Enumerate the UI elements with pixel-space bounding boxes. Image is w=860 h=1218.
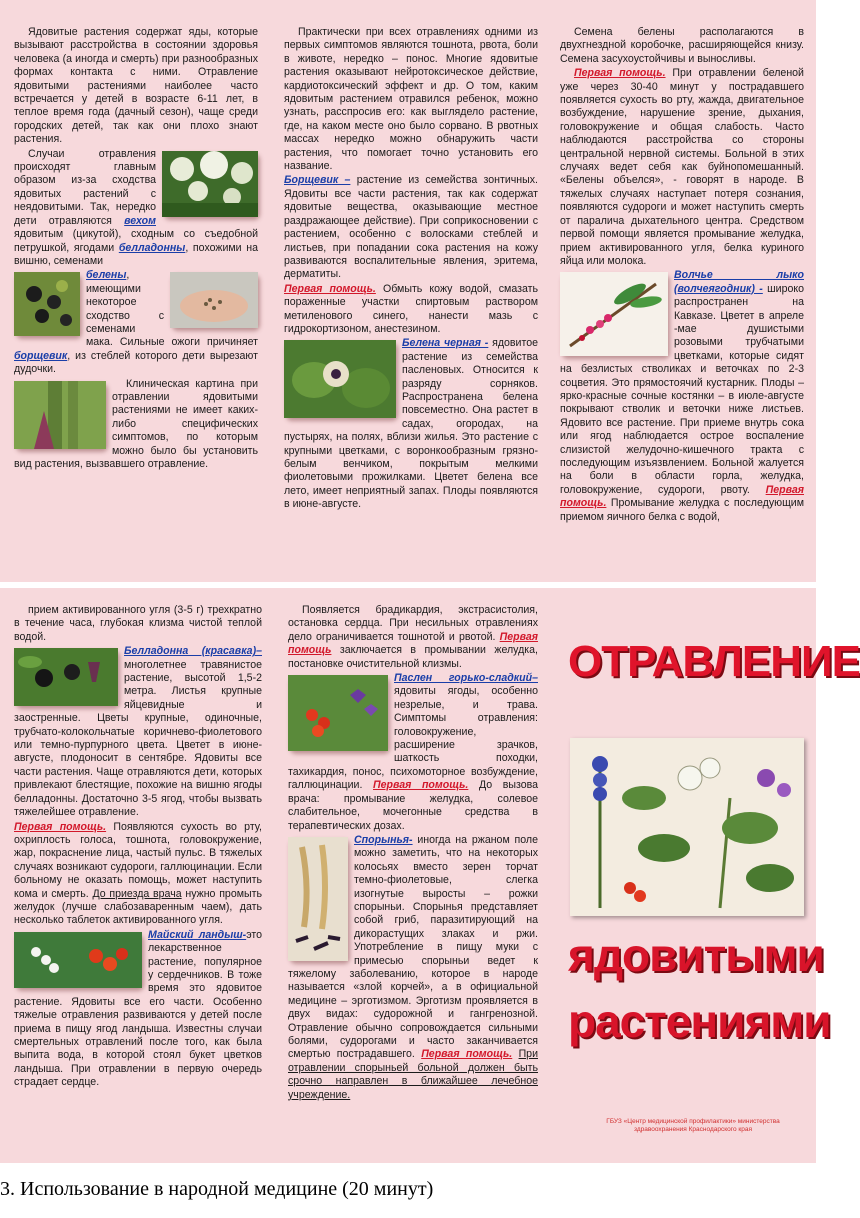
term-hogweed: Борщевик – <box>284 174 351 187</box>
first-aid-label: Первая помощь. <box>14 820 107 833</box>
first-aid-label: Первая помощь. <box>574 67 666 80</box>
leaflet-page-top <box>0 0 816 582</box>
hogweed-stem-photo <box>14 381 106 449</box>
daphne-paragraph: Волчье лыко (волчеягодник) - широко распространен на Кавказе. Цветет в апреле -мае душистыми розовыми трубчатыми цветками, которые сидят на безлистых стволиках и веточках по 2-3 соцветия. Это прямостоячий кустарник. Плоды – ярко-красные сочные костянки – в июле-августе покрывают стволик и веточки ниже листьев. Ядовито все растение. При приеме внутрь сока или ягод наблюдается острое воспаление слизистой желудочно-кишечного тракта с последующим изъязвлением. Больной жалуется на боли в области горла, желудка, головокружение, судороги, рвоту. Первая помощь. Промывание желудка с последующим приемом яичного белка с водой, <box>560 269 804 523</box>
similarity-paragraph: Случаи отравления происходят главным образом из-за сходства ядовитых растений с неядовитыми. Так, нередко дети отравляются вехом ядовитым (цикутой), сходным со съедобной петрушкой, ягодами белладонны, похожими на вишню, семенами <box>14 147 258 267</box>
term-belladonna-plant: Белладонна (красавка)– <box>124 645 262 658</box>
nightshade-paragraph: Паслен горько-сладкий– ядовиты ягоды, особенно незрелые, и трава. Симптомы отравления: головокружение, расширение зрачков, шаткость походки, тахикардия, понос, психомоторное возбуждение, галлюцинации. Первая помощь. До вызова врача: промывание желудка, солевое слабительное, мочегонные средства в терапевтических дозах. <box>288 672 538 832</box>
clinical-paragraph: Клиническая картина при отравлении ядовитыми растениями не имеет каких-либо специфических симптомов, по которым можно было бы установить вид растения, вызвавшего отравление. <box>14 377 258 470</box>
term-borshevik: борщевик <box>14 349 68 362</box>
nightshade-photo <box>288 675 388 751</box>
first-aid-hogweed: Первая помощь. Обмыть кожу водой, смазать пораженные участки спиртовым раствором метиленового синего, нанести мазь с гидрокортизоном, анестезином. <box>284 282 538 335</box>
belladonna-paragraph: Белладонна (красавка)– многолетнее травянистое растение, высотой 1,5-2 метра. Листья крупные яйцевидные и заостренные. Цветы крупные, одиночные, трубчато-колокольчатые коричнево-фиолетового или темно-пурпурного цвета. Цветет в июне-августе, плодоносит в сентябре. Ядовиты все части растения. Чаще отравляются дети, которых привлекают блестящие, похожие на вишню ягоды белладонны. Достаточно 3-5 ягод, чтобы вызвать тяжелейшее отравление. <box>14 645 262 819</box>
seeds-paragraph: белены, имеющими некоторое сходство с семенами мака. Сильные ожоги причиняет борщевик, из стеблей которого дети вырезают дудочки. <box>14 269 258 376</box>
term-daphne: Волчье лыко (волчеягодник) - <box>674 269 804 295</box>
charcoal-paragraph: прием активированного угля (3-5 г) трехкратно в течение часа, глубокая клизма чистой теплой водой. <box>14 604 262 643</box>
term-belladonna: белладонны <box>118 241 186 254</box>
belladonna-berries-photo <box>14 272 80 336</box>
top-column-2 <box>284 26 538 554</box>
term-belena: белены <box>86 269 127 282</box>
hemlock-photo <box>162 151 258 217</box>
term-henbane: Белена черная - <box>402 337 489 350</box>
first-aid-label: Первая помощь. <box>421 1048 513 1061</box>
section-caption: 3. Использование в народной медицине (20 минут) <box>0 1178 434 1200</box>
ergot-hospital-note: При отравлении спорыньей больной должен быть срочно направлен в ближайшее лечебное учреждение. <box>288 1048 538 1101</box>
lily-of-valley-photo <box>14 932 142 988</box>
belladonna-photo <box>14 648 118 706</box>
term-lily: Майский ландыш- <box>148 928 247 941</box>
ergot-paragraph: Спорынья- иногда на ржаном поле можно заметить, что на некоторых колосьях вместо зерен торчат темно-фиолетовые, слегка изогнутые выросты – рожки спорыньи. Спорынья представляет собой гриб, паразитирующий на дикорастущих злаках и ржи. Употребление в пищу муки с примесью спорыньи ведет к тяжелому заболеванию, которое в народе называется «злой корчей», а в официальной медицине – эрготизмом. Эрготизм проявляется в двух видах: судорожной и гангренозной. Отравление обычно сопровождается сильными болями, судорогами и часто заканчивается смертью пострадавшего. Первая помощь. При отравлении спорыньей больной должен быть срочно направлен в ближайшее лечебное учреждение. <box>288 833 538 1101</box>
hogweed-heading-paragraph: Борщевик – растение из семейства зонтичных. Ядовиты все части растения, так как содержат ядовитые вещества, оказывающие местное раздражающее действие). При соприкосновении с растением, особенно с волосками стеблей и листьев, при попадании сока растения на кожу развиваются воспалительные явления, эритема, дерматиты. <box>284 174 538 281</box>
intro-paragraph: Ядовитые растения содержат яды, которые вызывают расстройства в состоянии здоровья человека (а иногда и смерть) при разнообразных формах контакта с ними. Отравление ядовитыми растениями наиболее часто встречается у детей в возрасте 6-11 лет, в теплое время года (дачный сезон), чаще среди городских детей, так как они плохо знают растения. <box>14 26 258 146</box>
poster-title-line1: ОТРАВЛЕНИЕ <box>568 637 860 686</box>
term-ergot: Спорынья- <box>354 833 413 846</box>
bradycardia-paragraph: Появляется брадикардия, экстрасистолия, остановка сердца. При несильных отравлениях дело ограничивается тошнотой и рвотой. Первая помощь заключается в промывании желудка, постановке очистительной клизмы. <box>288 604 538 670</box>
leaflet-page-bottom <box>0 588 860 1163</box>
first-aid-label: Первая помощь. <box>284 282 376 295</box>
henbane-paragraph: Белена черная - ядовитое растение из семейства пасленовых. Относится к разряду сорняков. Распространена белена повсеместно. Она растет в садах, огородах, на пустырях, на полях, вблизи жилья. Это растение с крупными цветками, с воронкообразным грязно-белым венчиком, покрытым мелкими фиолетовыми прожилками. Цветет белена все лето, имеет неприятный запах. Плоды появляются в июне-августе. <box>284 337 538 511</box>
first-aid-label: Первая помощь. <box>560 483 804 510</box>
first-aid-belladonna: Первая помощь. Появляются сухость во рту, охриплость голоса, тошнота, головокружение, жар, покраснение лица, частый пульс. В тяжелых случаях возникают судороги, галлюцинации. Если больному не оказать помощь, может наступить кома и смерть. До приезда врача нужно промыть желудок (лучше слабозаваренным чаем), дать несколько таблеток активированного угля. <box>14 820 262 927</box>
top-column-1 <box>14 26 258 546</box>
first-aid-label: Первая помощь <box>288 630 538 657</box>
first-aid-label: Первая помощь. <box>373 779 469 792</box>
top-column-3 <box>560 26 804 562</box>
lily-paragraph: Майский ландыш-это лекарственное растение, популярное у сердечников. В тоже время это ядовитое растение. Ядовиты все его части. Особенно тяжелые отравления развиваются у детей после приема в пищу ягод ландыша. Известны случаи смертельных отравлений после того, как была выпита вода, в которой стоял букет цветков ландыша. При отравлении в первую очередь страдает сердце. <box>14 928 262 1089</box>
daphne-illustration <box>560 272 668 356</box>
first-aid-henbane: Первая помощь. При отравлении беленой уже через 30-40 минут у пострадавшего появляется сухость во рту, жажда, двигательное возбуждение, нарушение зрение, дыхания, головокружение и общая слабость. Часто наблюдаются расстройства со стороны центральной нервной системы. Больной в этих случаях ведет себя как буйнопомешанный. «Белены объелся», - говорят в народе. В тяжелых случаях наступает потеря сознания, появляются судороги и может наступить смерть от паралича дыхательного центра. Средством первой помощи является промывание желудка, прием активированного угля, белка куриного яйца или молока. <box>560 67 804 267</box>
ergot-photo <box>288 837 348 961</box>
term-vekh: вехом <box>124 214 156 227</box>
hand-seeds-photo <box>170 272 258 328</box>
symptoms-paragraph: Практически при всех отравлениях одними из первых симптомов являются тошнота, рвота, боли в животе, нередко – понос. Многие ядовитые растения оказывают нейротоксическое действие, кардиотоксический эффект и др. О том, каким ядовитым растением отравился ребенок, можно узнать, расспросив его: как выглядело растение, где, на каком месте оно было сорвано. В рвотных массах нередко можно обнаружить части растения, что помогает точно установить его название. <box>284 26 538 173</box>
poster-title-line3: растениями <box>568 995 831 1047</box>
seeds-box-paragraph: Семена белены располагаются в двухгнездной коробочке, расширяющейся книзу. Семена засухоустойчивы и выносливы. <box>560 26 804 65</box>
poster-credit: ГБУЗ «Центр медицинской профилактики» министерства здравоохранения Краснодарского края <box>606 1118 780 1133</box>
henbane-photo <box>284 340 396 418</box>
bottom-column-1 <box>14 604 262 1144</box>
term-nightshade: Паслен горько-сладкий– <box>394 672 538 685</box>
bottom-column-2 <box>288 604 538 1152</box>
poster-title-line2: ядовитыми <box>568 929 824 981</box>
poster-plants-illustration <box>570 738 804 916</box>
